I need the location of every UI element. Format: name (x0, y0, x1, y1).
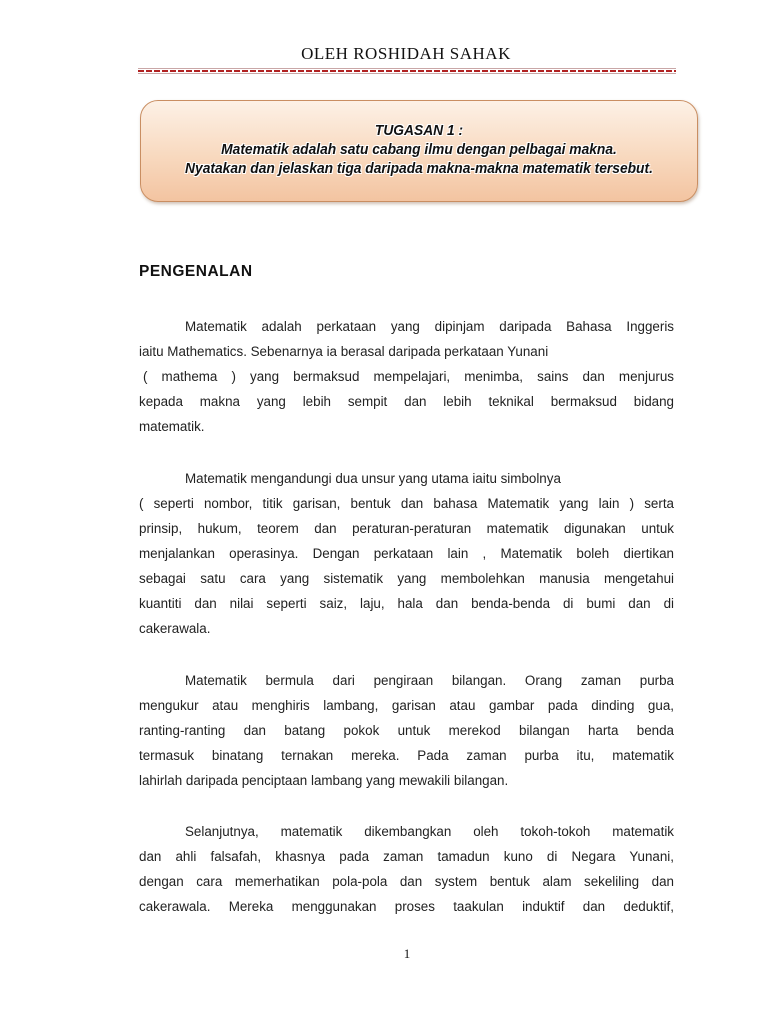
paragraph-line: dengan cara memerhatikan pola-pola dan system bentuk alam sekeliling dan (139, 874, 674, 889)
paragraph-line: Matematik mengandungi dua unsur yang utama iaitu simbolnya (185, 471, 561, 486)
paragraph-line: Matematik adalah perkataan yang dipinjam daripada Bahasa Inggeris (185, 319, 674, 334)
task-question-line-1: Matematik adalah satu cabang ilmu dengan pelbagai makna. (221, 141, 617, 158)
running-header-title: OLEH ROSHIDAH SAHAK (301, 44, 511, 63)
section-heading: PENGENALAN (139, 263, 253, 280)
paragraph-line: Matematik bermula dari pengiraan bilangan. Orang zaman purba (185, 673, 674, 688)
task-title: TUGASAN 1 : (374, 122, 464, 139)
paragraph-line: matematik. (139, 419, 205, 434)
paragraph-3 (139, 668, 674, 793)
paragraph-line: cakerawala. Mereka menggunakan proses taakulan induktif dan deduktif, (139, 899, 674, 914)
paragraph-line: dan ahli falsafah, khasnya pada zaman tamadun kuno di Negara Yunani, (139, 849, 674, 864)
paragraph-line: kepada makna yang lebih sempit dan lebih teknikal bermaksud bidang (139, 394, 674, 409)
paragraph-line: prinsip, hukum, teorem dan peraturan-peraturan matematik digunakan untuk (139, 521, 674, 536)
paragraph-line: ranting-ranting dan batang pokok untuk merekod bilangan harta benda (139, 723, 674, 738)
paragraph-line: Selanjutnya, matematik dikembangkan oleh tokoh-tokoh matematik (185, 824, 674, 839)
paragraph-line: cakerawala. (139, 621, 211, 636)
paragraph-line: kuantiti dan nilai seperti saiz, laju, hala dan benda-benda di bumi dan di (139, 596, 674, 611)
paragraph-line: sebagai satu cara yang sistematik yang membolehkan manusia mengetahui (139, 571, 674, 586)
task-banner (140, 100, 698, 202)
paragraph-line: ( seperti nombor, titik garisan, bentuk dan bahasa Matematik yang lain ) serta (139, 496, 674, 511)
paragraph-2 (139, 466, 674, 641)
task-question-line-2: Nyatakan dan jelaskan tiga daripada makna-makna matematik tersebut. (185, 160, 653, 177)
paragraph-line: iaitu Mathematics. Sebenarnya ia berasal daripada perkataan Yunani (139, 344, 549, 359)
page-number: 1 (403, 946, 411, 961)
paragraph-4 (139, 819, 674, 919)
paragraph-1 (139, 314, 674, 439)
paragraph-line: ( mathema ) yang bermaksud mempelajari, menimba, sains dan menjurus (143, 369, 674, 384)
header-divider (138, 68, 676, 74)
paragraph-line: lahirlah daripada penciptaan lambang yang mewakili bilangan. (139, 773, 509, 788)
paragraph-line: termasuk binatang ternakan mereka. Pada zaman purba itu, matematik (139, 748, 674, 763)
paragraph-line: menjalankan operasinya. Dengan perkataan lain , Matematik boleh diertikan (139, 546, 674, 561)
paragraph-line: mengukur atau menghiris lambang, garisan atau gambar pada dinding gua, (139, 698, 674, 713)
